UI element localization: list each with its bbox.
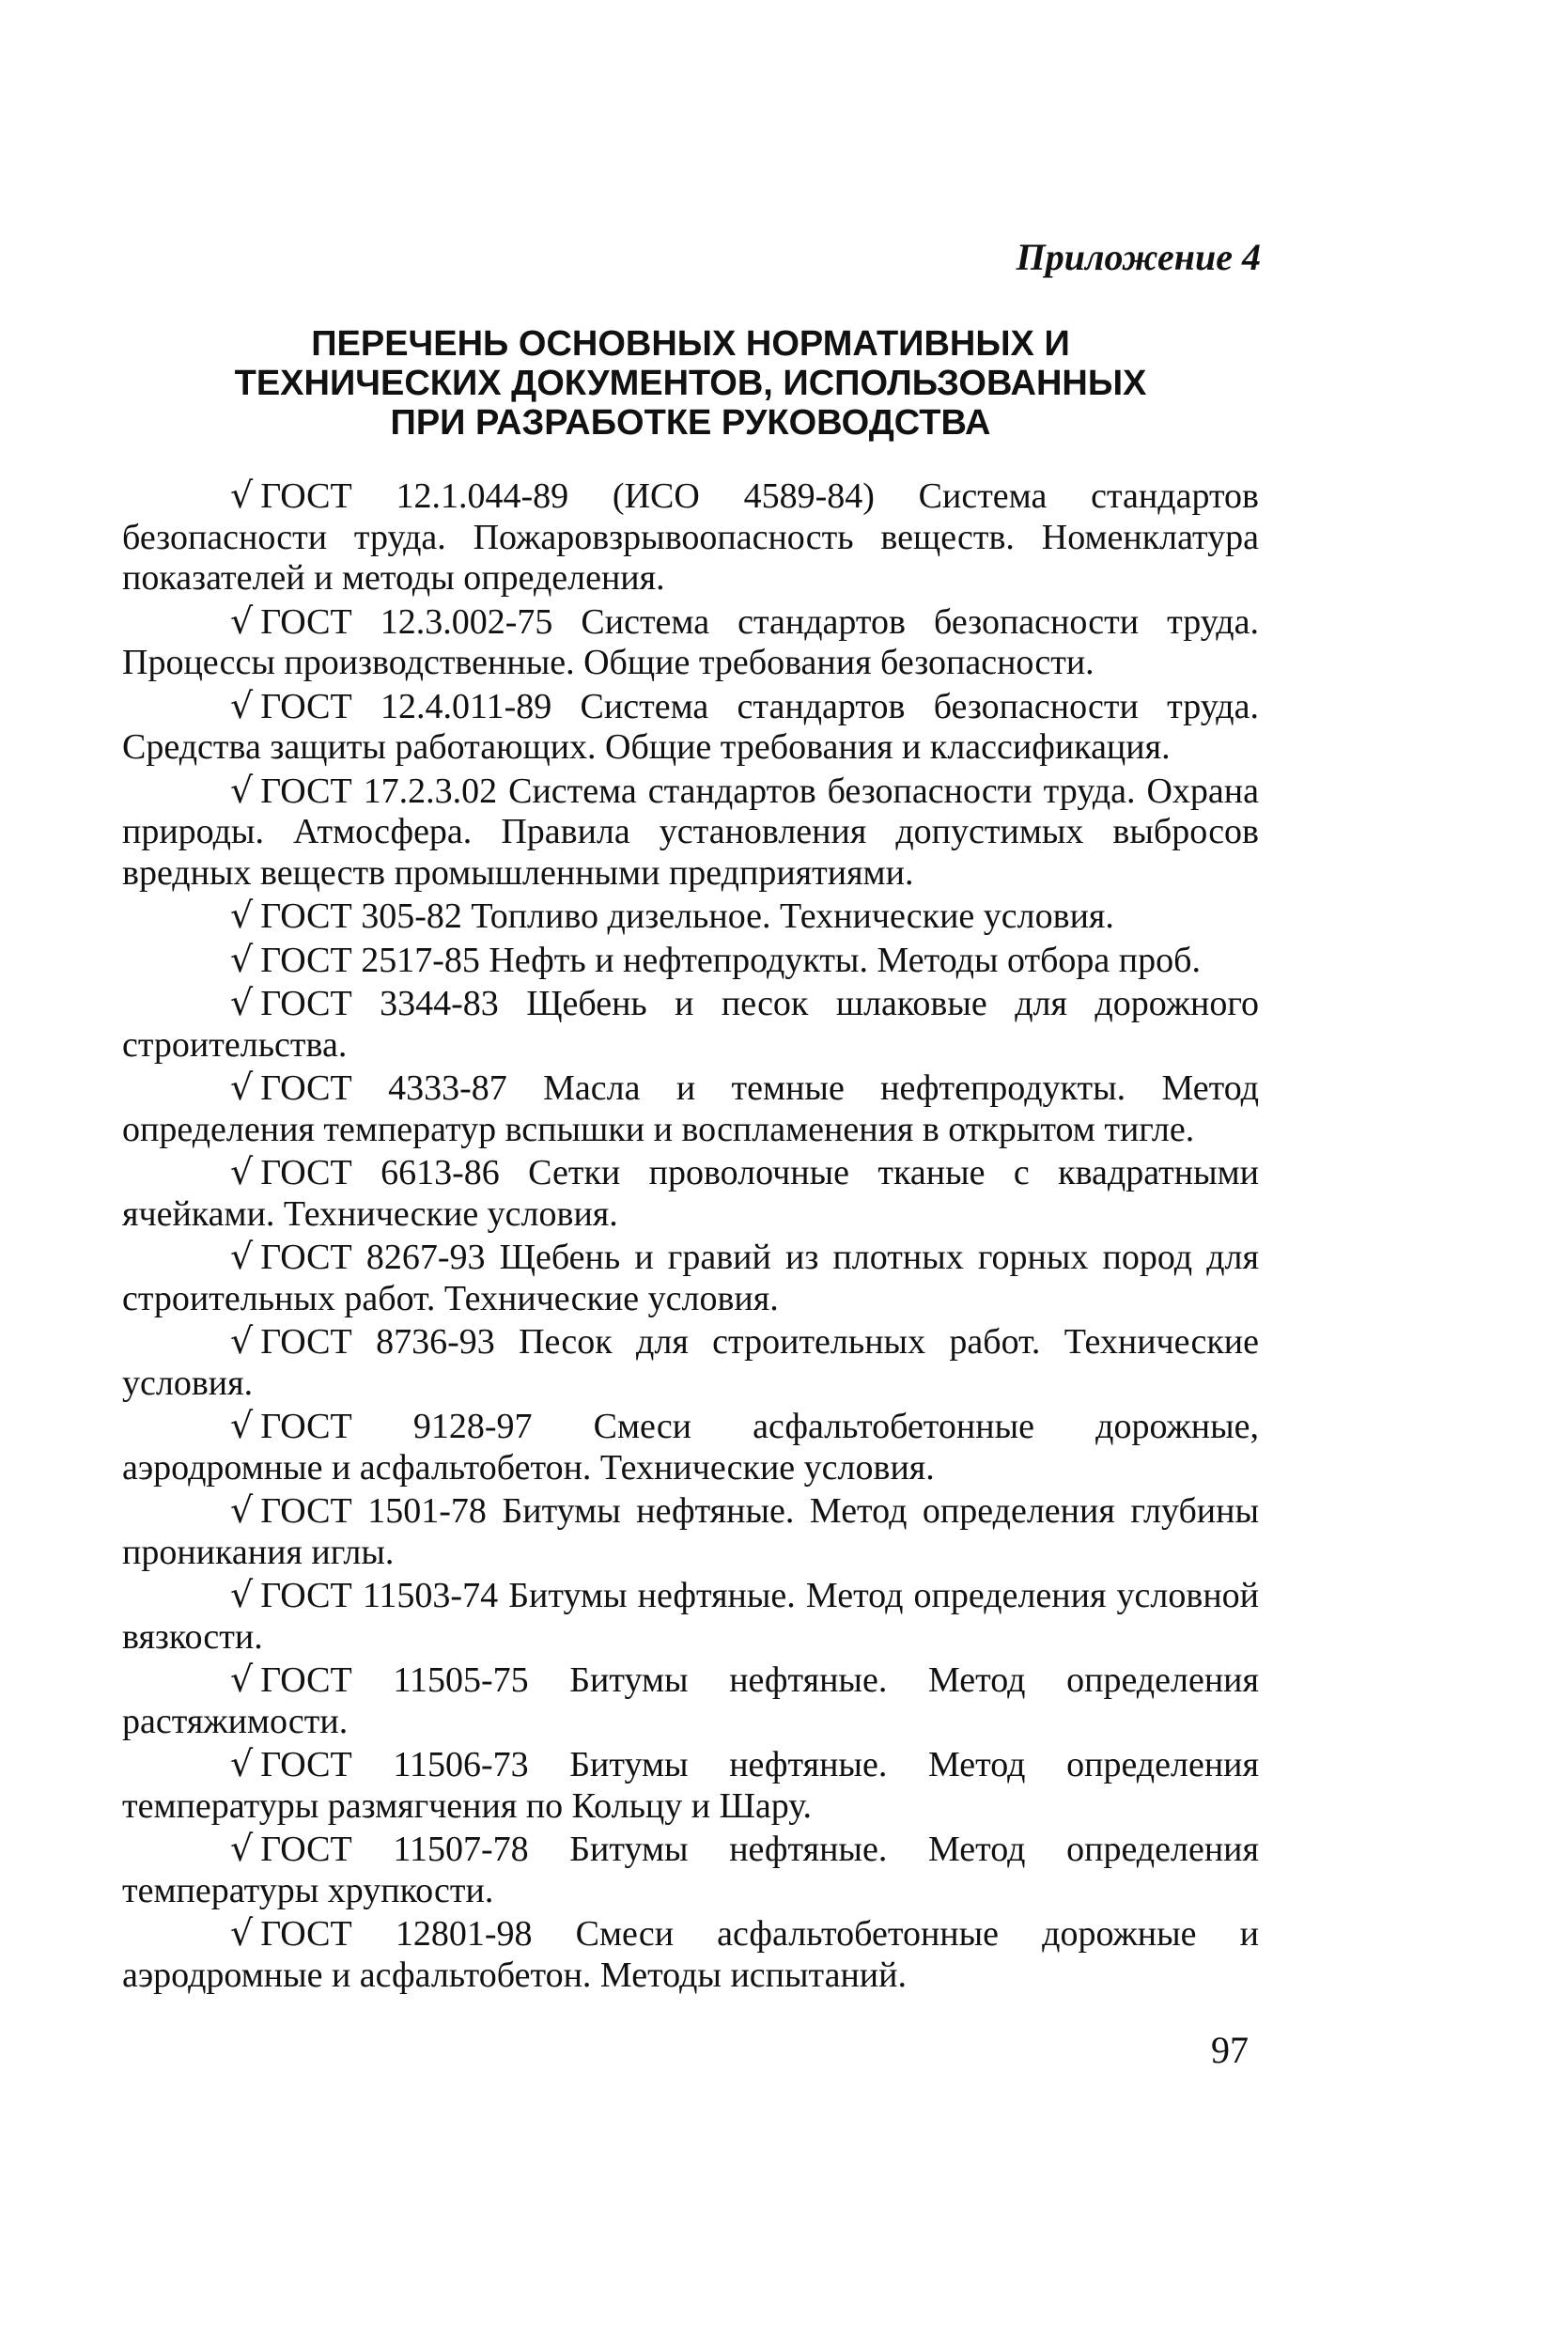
check-mark-icon: √: [230, 475, 254, 516]
standard-entry: [122, 1152, 1259, 1235]
check-mark-icon: √: [230, 1405, 254, 1446]
standard-entry-text: ГОСТ 1501-78 Битумы нефтяные. Метод определения глубины проникания иглы.: [122, 1491, 1259, 1572]
standard-entry: [122, 1575, 1259, 1658]
standard-entry-text: ГОСТ 12.4.011-89 Система стандартов безопасности труда. Средства защиты работающих. Общие требования и классификация.: [122, 686, 1259, 767]
check-mark-icon: √: [230, 1574, 254, 1615]
appendix-label: Приложение 4: [1016, 236, 1261, 278]
standard-entry-text: ГОСТ 8736-93 Песок для строительных работ. Технические условия.: [122, 1322, 1259, 1403]
standard-entry-text: ГОСТ 4333-87 Масла и темные нефтепродукты. Метод определения температур вспышки и воспламенения в открытом тигле.: [122, 1068, 1259, 1149]
check-mark-icon: √: [230, 982, 254, 1023]
standard-entry-text: ГОСТ 11506-73 Битумы нефтяные. Метод определения температуры размягчения по Кольцу и Шару.: [122, 1745, 1259, 1826]
title-line: ТЕХНИЧЕСКИХ ДОКУМЕНТОВ, ИСПОЛЬЗОВАННЫХ: [234, 364, 1147, 403]
standard-entry: [122, 1237, 1259, 1319]
standard-entry: [122, 1659, 1259, 1742]
standard-entry-text: ГОСТ 8267-93 Щебень и гравий из плотных горных пород для строительных работ. Технические условия.: [122, 1238, 1259, 1318]
check-mark-icon: √: [230, 1320, 254, 1362]
standard-entry: [122, 475, 1259, 600]
standards-list: [122, 475, 1259, 1998]
check-mark-icon: √: [230, 1489, 254, 1531]
check-mark-icon: √: [230, 938, 254, 980]
document-title: [122, 324, 1259, 443]
standard-entry: [122, 896, 1259, 938]
standard-entry-text: ГОСТ 9128-97 Смеси асфальтобетонные дорожные, аэродромные и асфальтобетон. Технические условия.: [122, 1407, 1259, 1488]
standard-entry-text: ГОСТ 17.2.3.02 Система стандартов безопасности труда. Охрана природы. Атмосфера. Правила установления допустимых выбросов вредных веществ промышленными предприятиями.: [122, 771, 1259, 893]
standard-entry: [122, 1829, 1259, 1911]
check-mark-icon: √: [230, 1659, 254, 1700]
standard-entry-text: ГОСТ 3344-83 Щебень и песок шлаковые для дорожного строительства.: [122, 984, 1259, 1065]
standard-entry: [122, 1490, 1259, 1573]
standard-entry: [122, 1067, 1259, 1150]
check-mark-icon: √: [230, 684, 254, 726]
standard-entry: [122, 771, 1259, 895]
standard-entry-text: ГОСТ 2517-85 Нефть и нефтепродукты. Методы отбора проб.: [260, 940, 1201, 980]
standard-entry-text: ГОСТ 305-82 Топливо дизельное. Технические условия.: [260, 896, 1114, 936]
title-line: ПЕРЕЧЕНЬ ОСНОВНЫХ НОРМАТИВНЫХ И: [311, 324, 1070, 364]
check-mark-icon: √: [230, 769, 254, 811]
check-mark-icon: √: [230, 1743, 254, 1784]
standard-entry-text: ГОСТ 12.1.044-89 (ИСО 4589-84) Система стандартов безопасности труда. Пожаровзрывоопасность веществ. Номенклатура показателей и методы определения.: [122, 476, 1259, 598]
check-mark-icon: √: [230, 1236, 254, 1277]
check-mark-icon: √: [230, 1067, 254, 1108]
check-mark-icon: √: [230, 1912, 254, 1954]
standard-entry: [122, 983, 1259, 1066]
standard-entry: [122, 1406, 1259, 1488]
title-line: ПРИ РАЗРАБОТКЕ РУКОВОДСТВА: [390, 403, 991, 443]
check-mark-icon: √: [230, 1828, 254, 1869]
standard-entry-text: ГОСТ 11505-75 Битумы нефтяные. Метод определения растяжимости.: [122, 1660, 1259, 1741]
standard-entry-text: ГОСТ 12801-98 Смеси асфальтобетонные дорожные и аэродромные и асфальтобетон. Методы испытаний.: [122, 1914, 1259, 1995]
check-mark-icon: √: [230, 600, 254, 642]
standard-entry: [122, 601, 1259, 684]
standard-entry-text: ГОСТ 12.3.002-75 Система стандартов безопасности труда. Процессы производственные. Общие требования безопасности.: [122, 601, 1259, 682]
check-mark-icon: √: [230, 895, 254, 936]
standard-entry: [122, 1913, 1259, 1996]
standard-entry: [122, 1744, 1259, 1827]
standard-entry: [122, 686, 1259, 769]
check-mark-icon: √: [230, 1151, 254, 1192]
standard-entry: [122, 1321, 1259, 1404]
standard-entry-text: ГОСТ 11507-78 Битумы нефтяные. Метод определения температуры хрупкости.: [122, 1830, 1259, 1910]
standard-entry-text: ГОСТ 11503-74 Битумы нефтяные. Метод определения условной вязкости.: [122, 1576, 1259, 1657]
page-number: 97: [1211, 2029, 1249, 2071]
standard-entry-text: ГОСТ 6613-86 Сетки проволочные тканые с квадратными ячейками. Технические условия.: [122, 1153, 1259, 1234]
standard-entry: [122, 940, 1259, 982]
